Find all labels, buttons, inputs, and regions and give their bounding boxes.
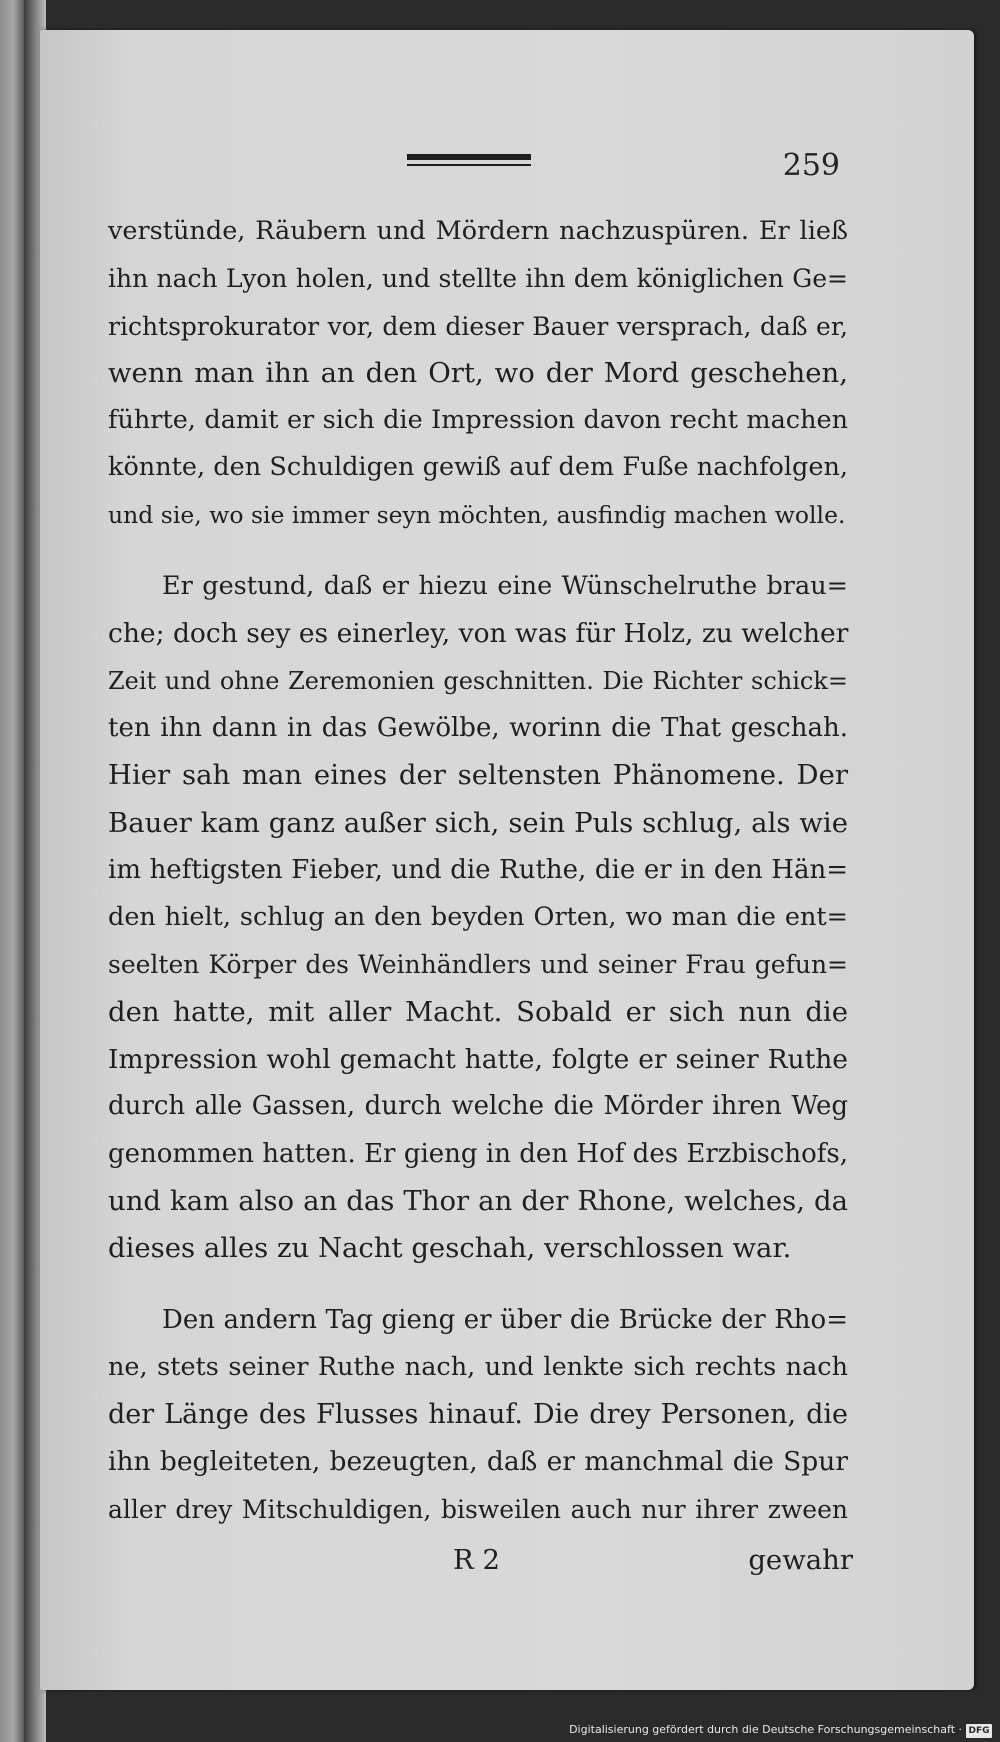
book-page	[40, 30, 974, 1690]
text-line: seelten Körper des Weinhändlers und seiner Frau gefun=	[108, 950, 848, 980]
text-line: ne, stets seiner Ruthe nach, und lenkte sich rechts nach	[108, 1351, 848, 1382]
text-line: verstünde, Räubern und Mördern nachzuspüren. Er ließ	[108, 216, 848, 246]
text-line: ihn begleiteten, bezeugten, daß er manchmal die Spur	[108, 1446, 848, 1478]
text-line: ihn nach Lyon holen, und stellte ihn dem königlichen Ge=	[108, 264, 848, 294]
page-body-text	[108, 208, 848, 1533]
dfg-logo-icon: DFG	[966, 1724, 992, 1738]
header-rule-thick	[407, 154, 531, 160]
digitization-credit: Digitalisierung gefördert durch die Deutsche Forschungsgemeinschaft ·	[569, 1723, 962, 1736]
text-line: im heftigsten Fieber, und die Ruthe, die er in den Hän=	[108, 854, 848, 885]
text-line: den hielt, schlug an den beyden Orten, wo man die ent=	[108, 902, 848, 933]
adjacent-page-edge	[0, 0, 24, 1742]
text-line: könnte, den Schuldigen gewiß auf dem Fuße nachfolgen,	[108, 452, 848, 483]
paragraph-3-cont	[108, 1344, 848, 1533]
header-rule-thin	[407, 164, 531, 166]
text-line: den hatte, mit aller Macht. Sobald er sich nun die	[108, 995, 848, 1028]
text-line: Hier sah man eines der seltensten Phänomene. Der	[108, 759, 848, 792]
text-line: führte, damit er sich die Impression davon recht machen	[108, 405, 848, 436]
page-footer-row	[108, 1544, 853, 1584]
text-line: wenn man ihn an den Ort, wo der Mord geschehen,	[108, 356, 848, 389]
paragraph-3	[108, 1297, 848, 1344]
text-line: ten ihn dann in das Gewölbe, worinn die That geschah.	[108, 712, 848, 743]
text-line: Impression wohl gemacht hatte, folgte er seiner Ruthe	[108, 1044, 848, 1076]
text-line: genommen hatten. Er gieng in den Hof des Erzbischofs,	[108, 1138, 848, 1169]
header-ornament-rule	[407, 154, 531, 168]
printer-signature-mark: R 2	[453, 1544, 500, 1576]
text-line: durch alle Gassen, durch welche die Mörder ihren Weg	[108, 1091, 848, 1122]
paragraph-1	[108, 208, 848, 539]
text-line: dieses alles zu Nacht geschah, verschlossen war.	[108, 1232, 792, 1265]
text-line: che; doch sey es einerley, von was für Holz, zu welcher	[108, 618, 849, 650]
page-number: 259	[782, 148, 840, 183]
paragraph-2	[108, 563, 848, 610]
text-line: aller drey Mitschuldigen, bisweilen auch nur ihrer zween	[108, 1494, 848, 1524]
text-line: richtsprokurator vor, dem dieser Bauer versprach, daß er,	[108, 311, 848, 341]
text-line: Den andern Tag gieng er über die Brücke der Rho=	[162, 1304, 848, 1335]
text-line: Zeit und ohne Zeremonien geschnitten. Die Richter schick=	[108, 666, 848, 695]
text-line: und kam also an das Thor an der Rhone, welches, da	[108, 1184, 848, 1217]
text-line: und sie, wo sie immer seyn möchten, ausfindig machen wolle.	[108, 500, 846, 529]
text-line: der Länge des Flusses hinauf. Die drey Personen, die	[108, 1399, 848, 1431]
text-line: Er gestund, daß er hiezu eine Wünschelruthe brau=	[162, 571, 848, 602]
catchword: gewahr	[748, 1544, 853, 1576]
paragraph-2-cont	[108, 610, 848, 1272]
text-line: Bauer kam ganz außer sich, sein Puls schlug, als wie	[108, 806, 848, 839]
